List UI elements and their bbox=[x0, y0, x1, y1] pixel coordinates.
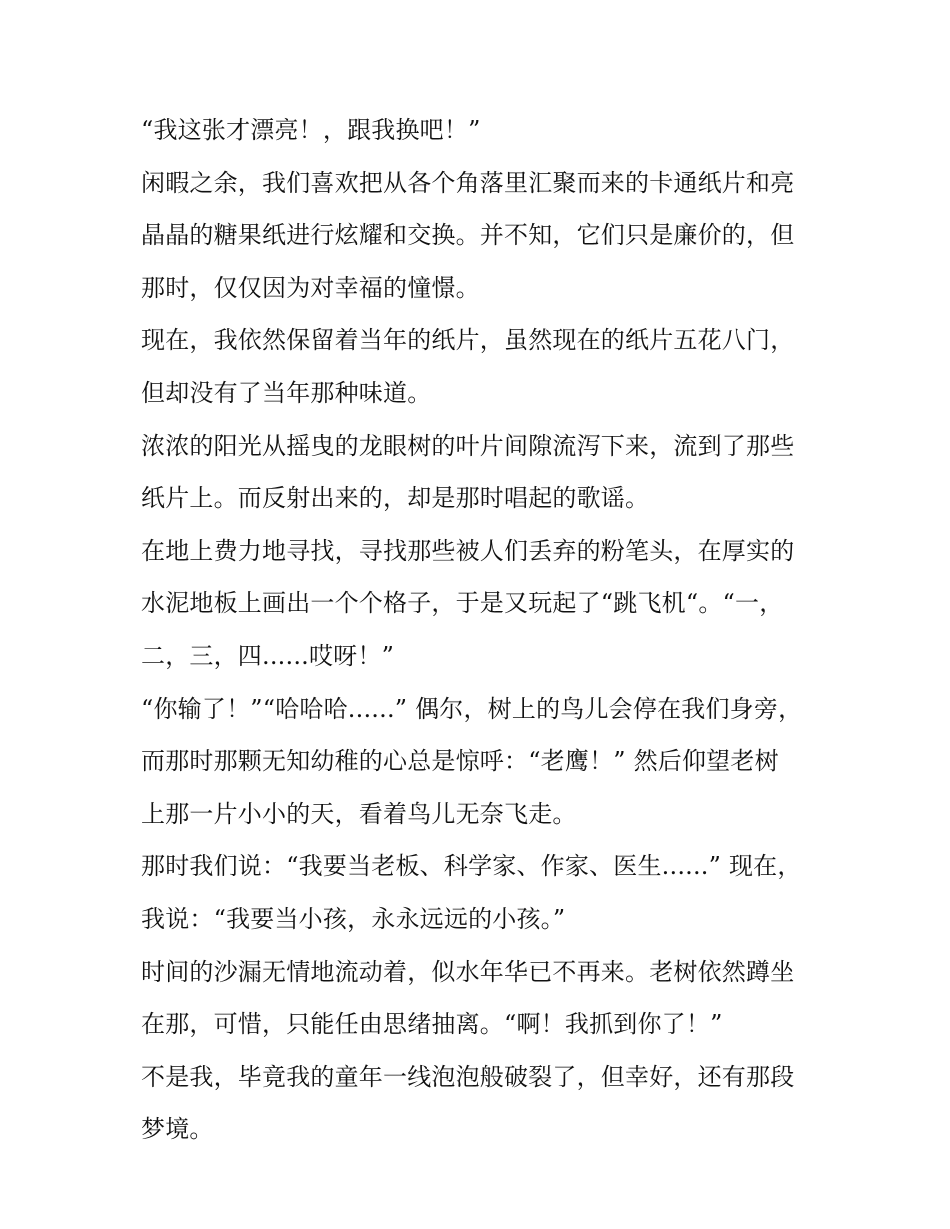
text-line: 纸片上。而反射出来的，却是那时唱起的歌谣。 bbox=[141, 484, 650, 513]
text-line: “我这张才漂亮！，跟我换吧！” bbox=[141, 116, 481, 144]
text-line: 我说：“我要当小孩，永永远远的小孩。” bbox=[141, 904, 566, 933]
text-line: 浓浓的阳光从摇曳的龙眼树的叶片间隙流泻下来，流到了那些 bbox=[141, 431, 795, 460]
text-line: 那时，仅仅因为对幸福的憧憬。 bbox=[141, 273, 480, 302]
text-line: 上那一片小小的天，看着鸟儿无奈飞走。 bbox=[141, 799, 577, 828]
document-body bbox=[141, 110, 821, 1162]
text-line: 晶晶的糖果纸进行炫耀和交换。并不知，它们只是廉价的，但 bbox=[141, 221, 795, 250]
text-line: 时间的沙漏无情地流动着，似水年华已不再来。老树依然蹲坐 bbox=[141, 957, 795, 986]
text-line: “你输了！”“哈哈哈......” 偶尔，树上的鸟儿会停在我们身旁， bbox=[141, 694, 803, 723]
text-line: 水泥地板上画出一个个格子，于是又玩起了“跳飞机“。“一， bbox=[141, 589, 784, 618]
text-line: 不是我，毕竟我的童年一线泡泡般破裂了，但幸好，还有那段 bbox=[141, 1062, 795, 1091]
text-line: 在那，可惜，只能任由思绪抽离。“啊！我抓到你了！” bbox=[141, 1010, 723, 1039]
text-line: 而那时那颗无知幼稚的心总是惊呼：“老鹰！” 然后仰望老树 bbox=[141, 747, 779, 776]
text-line: 但却没有了当年那种味道。 bbox=[141, 378, 432, 407]
text-line: 现在，我依然保留着当年的纸片，虽然现在的纸片五花八门， bbox=[141, 326, 795, 355]
text-line: 二，三，四......哎呀！” bbox=[141, 641, 395, 670]
text-line: 闲暇之余，我们喜欢把从各个角落里汇聚而来的卡通纸片和亮 bbox=[141, 168, 795, 197]
text-line: 在地上费力地寻找，寻找那些被人们丢弃的粉笔头，在厚实的 bbox=[141, 536, 795, 565]
text-line: 梦境。 bbox=[141, 1115, 214, 1144]
text-line: 那时我们说：“我要当老板、科学家、作家、医生......” 现在， bbox=[141, 852, 802, 881]
